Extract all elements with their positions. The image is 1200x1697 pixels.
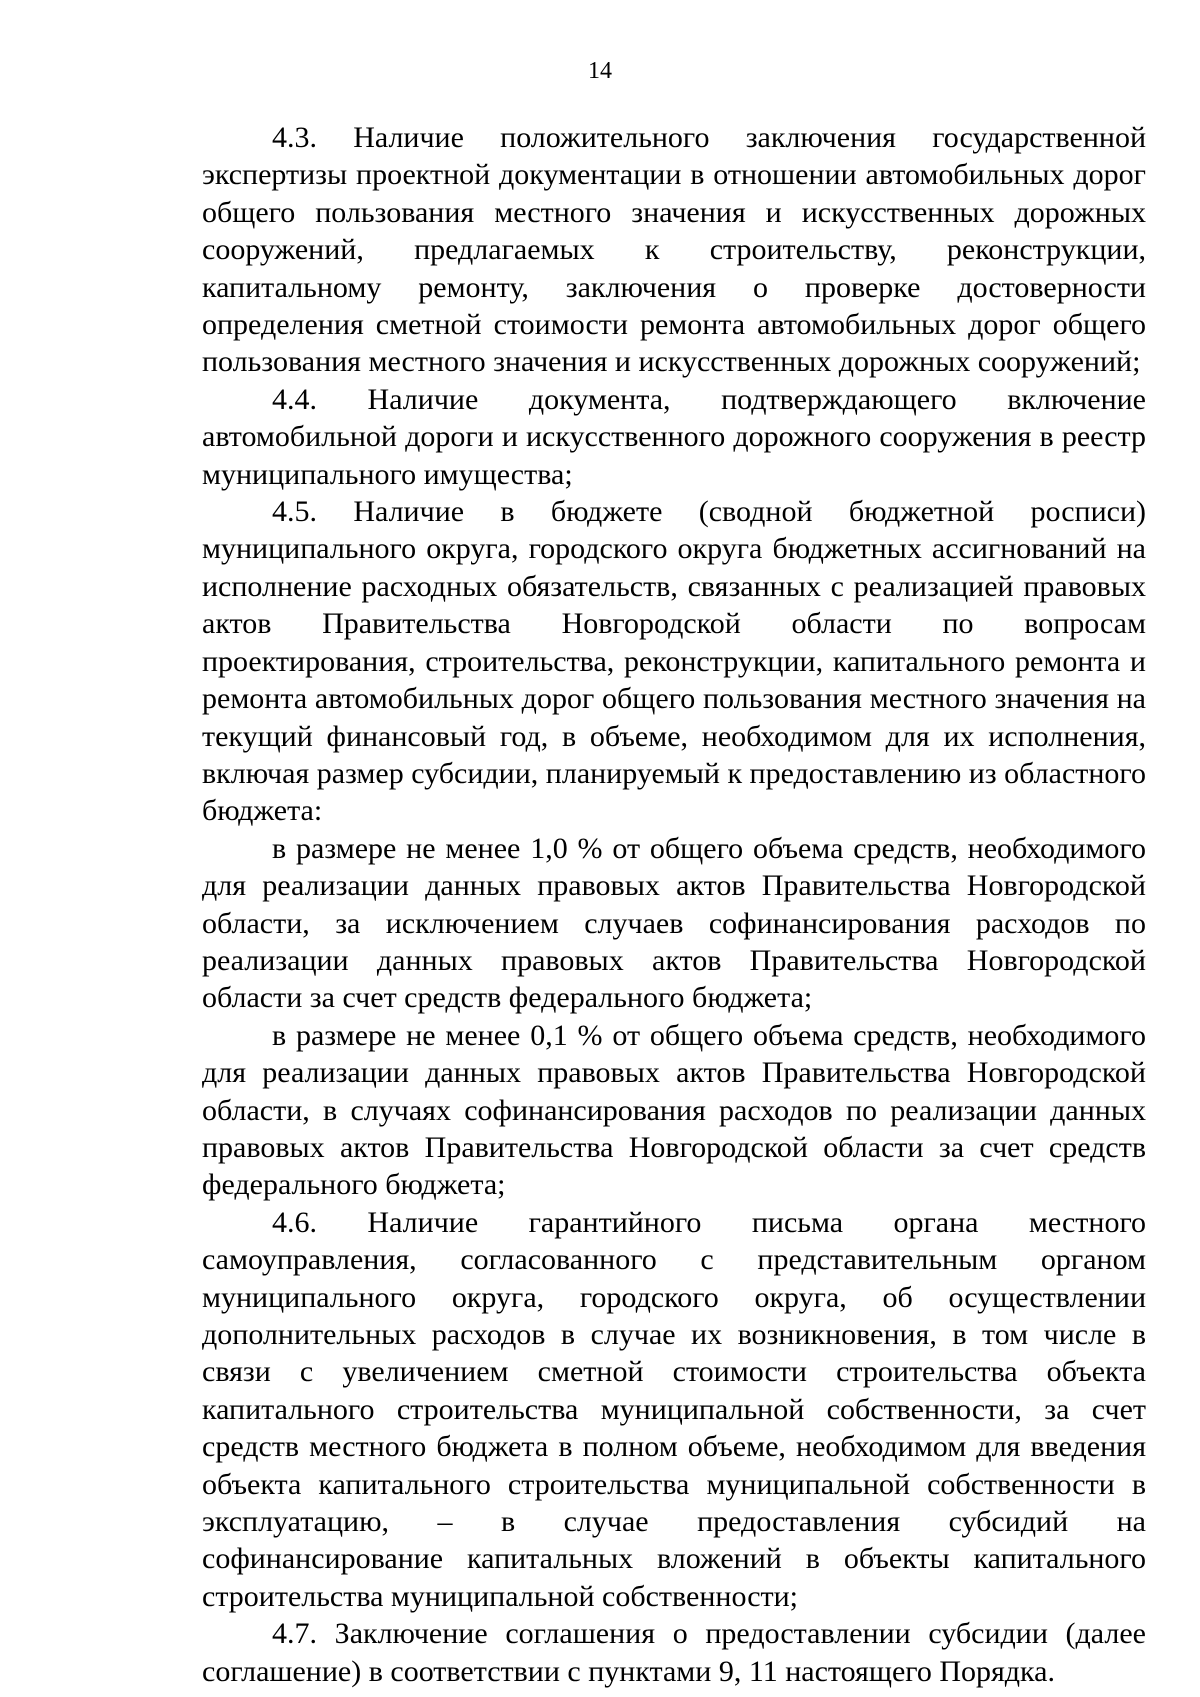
paragraph-4-5: 4.5. Наличие в бюджете (сводной бюджетной росписи) муниципального округа, городского округа бюджетных ассигнований на исполнение расходных обязательств, связанных с реализацией правовых актов Правительства Новгородской области по вопросам проектирования, строительства, реконструкции, капитального ремонта и ремонта автомобильных дорог общего пользования местного значения на текущий финансовый год, в объеме, необходимом для их исполнения, включая размер субсидии, планируемый к предоставлению из областного бюджета: xyxy=(202,495,1146,828)
document-body xyxy=(202,119,1146,1690)
page-number: 14 xyxy=(588,58,612,84)
paragraph-4-5-condition-1: в размере не менее 1,0 % от общего объема средств, необходимого для реализации данных правовых актов Правительства Новгородской области, за исключением случаев софинансирования расходов по реализации данных правовых актов Правительства Новгородской области за счет средств федерального бюджета; xyxy=(202,831,1146,1015)
paragraph-4-7: 4.7. Заключение соглашения о предоставлении субсидии (далее соглашение) в соответствии с пунктами 9, 11 настоящего Порядка. xyxy=(202,1617,1146,1688)
paragraph-4-3: 4.3. Наличие положительного заключения государственной экспертизы проектной документации в отношении автомобильных дорог общего пользования местного значения и искусственных дорожных сооружений, предлагаемых к строительству, реконструкции, капитальному ремонту, заключения о проверке достоверности определения сметной стоимости ремонта автомобильных дорог общего пользования местного значения и искусственных дорожных сооружений; xyxy=(202,121,1146,379)
paragraph-4-4: 4.4. Наличие документа, подтверждающего включение автомобильной дороги и искусственного дорожного сооружения в реестр муниципального имущества; xyxy=(202,382,1146,491)
paragraph-4-6: 4.6. Наличие гарантийного письма органа местного самоуправления, согласованного с представительным органом муниципального округа, городского округа, об осуществлении дополнительных расходов в случае их возникновения, в том числе в связи с увеличением сметной стоимости строительства объекта капитального строительства муниципальной собственности, за счет средств местного бюджета в полном объеме, необходимом для введения объекта капитального строительства муниципальной собственности в эксплуатацию, – в случае предоставления субсидий на софинансирование капитальных вложений в объекты капитального строительства муниципальной собственности; xyxy=(202,1205,1146,1613)
paragraph-4-5-condition-2: в размере не менее 0,1 % от общего объема средств, необходимого для реализации данных правовых актов Правительства Новгородской области, в случаях софинансирования расходов по реализации данных правовых актов Правительства Новгородской области за счет средств федерального бюджета; xyxy=(202,1018,1146,1202)
